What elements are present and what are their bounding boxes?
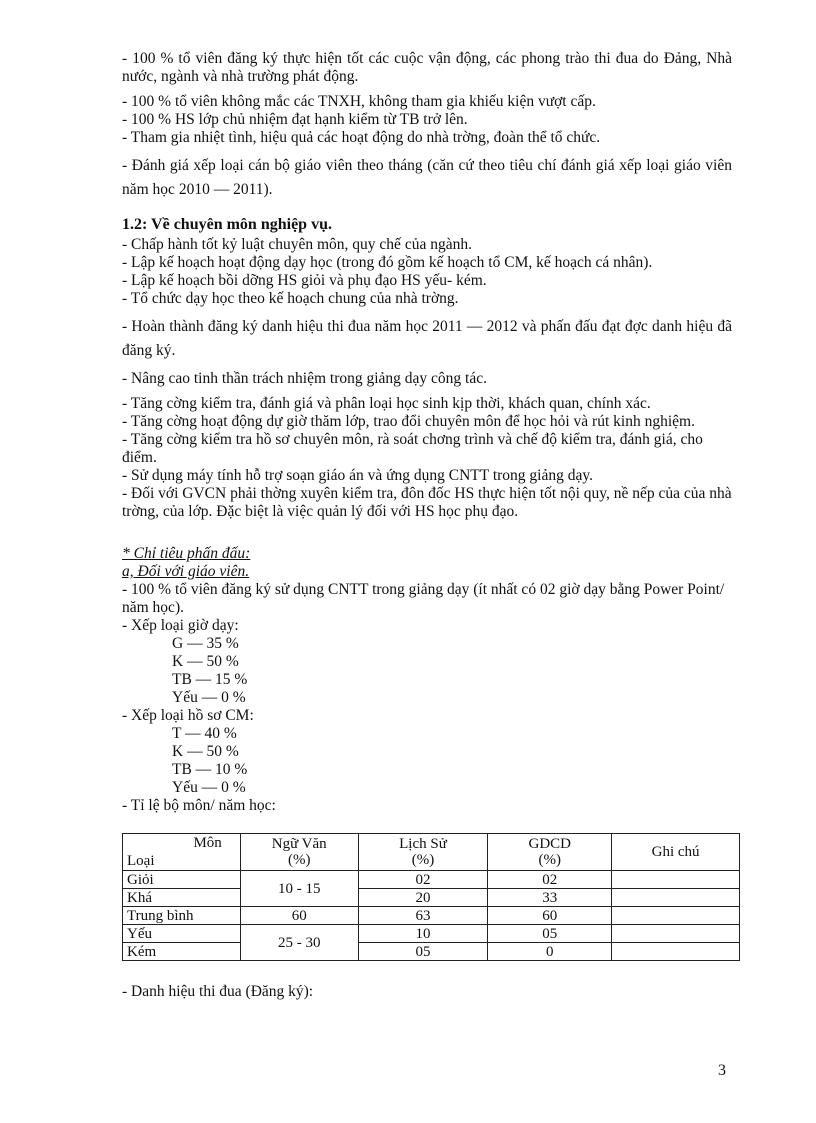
records-rating-item: K — 50 % — [172, 743, 239, 760]
goal-campaigns: - 100 % tổ viên đăng ký thực hiện tốt các cuộc vận động, các phong trào thi đua do Đảng, Nhà nước, ngành và nhà trường phát động. — [122, 50, 732, 85]
header-note: Ghi chú — [612, 834, 740, 871]
pro-line-5: - Hoàn thành đăng ký danh hiệu thi đua năm học 2011 — 2012 và phấn đấu đạt đợc danh hiệu đã đăng ký. — [122, 318, 732, 359]
pro-line-11: - Đối với GVCN phải thờng xuyên kiểm tra, đôn đốc HS thực hiện tốt nội quy, nề nếp của của nhà trờng, của lớp. Đặc biệt là việc quản lý đối với HS học phụ đạo. — [122, 485, 732, 520]
records-rating-item: T — 40 % — [172, 725, 237, 742]
corner-rank-label: Loại — [127, 853, 155, 869]
document-page — [122, 50, 732, 1001]
pro-line-1: - Chấp hành tốt kỷ luật chuyên môn, quy chế của ngành. — [122, 236, 472, 253]
cell-su: 05 — [358, 943, 488, 961]
cell-note — [612, 871, 740, 889]
subject-rate-table — [122, 833, 740, 961]
section-heading-professional: 1.2: Về chuyên môn nghiệp vụ. — [122, 216, 332, 233]
cell-su: 02 — [358, 871, 488, 889]
lesson-rating-item: TB — 15 % — [172, 671, 248, 688]
targets-heading: * Chỉ tiêu phấn đấu: — [122, 545, 251, 562]
pro-line-2: - Lập kế hoạch hoạt động dạy học (trong đó gồm kế hoạch tổ CM, kế hoạch cá nhân). — [122, 254, 653, 271]
emulation-title-line: - Danh hiệu thi đua (Đăng ký): — [122, 983, 314, 1000]
cell-note — [612, 889, 740, 907]
lesson-rating-label: - Xếp loại giờ dạy: — [122, 617, 239, 634]
table-row — [123, 871, 740, 889]
lesson-rating-item: K — 50 % — [172, 653, 239, 670]
header-gdcd: GDCD (%) — [488, 834, 612, 871]
goal-activities: - Tham gia nhiệt tình, hiệu quả các hoạt động do nhà trờng, đoàn thể tổ chức. — [122, 129, 601, 146]
table-corner-cell — [123, 834, 241, 871]
row-label: Yếu — [123, 925, 241, 943]
table-row — [123, 925, 740, 943]
table-row — [123, 889, 740, 907]
cell-su: 10 — [358, 925, 488, 943]
cell-gdcd: 33 — [488, 889, 612, 907]
cntt-target: - 100 % tổ viên đăng ký sử dụng CNTT trong giảng dạy (ít nhất có 02 giờ dạy bằng Power Point/ năm học). — [122, 581, 725, 616]
goal-no-violations: - 100 % tổ viên không mắc các TNXH, không tham gia khiếu kiện vượt cấp. — [122, 93, 596, 110]
cell-note — [612, 907, 740, 925]
lesson-rating-item: G — 35 % — [172, 635, 239, 652]
pro-line-7: - Tăng cờng kiểm tra, đánh giá và phân loại học sinh kịp thời, khách quan, chính xác. — [122, 395, 651, 412]
row-label: Trung bình — [123, 907, 241, 925]
pro-line-3: - Lập kế hoạch bồi dỡng HS giỏi và phụ đạo HS yếu- kém. — [122, 272, 487, 289]
table-row — [123, 943, 740, 961]
cell-gdcd: 0 — [488, 943, 612, 961]
cell-su: 20 — [358, 889, 488, 907]
pro-line-8: - Tăng cờng hoạt động dự giờ thăm lớp, trao đổi chuyên môn để học hỏi và rút kinh nghiệm. — [122, 413, 695, 430]
pro-line-6: - Nâng cao tinh thần trách nhiệm trong giảng dạy công tác. — [122, 370, 487, 387]
cell-van: 60 — [240, 907, 358, 925]
row-label: Giỏi — [123, 871, 241, 889]
row-label: Kém — [123, 943, 241, 961]
pro-line-10: - Sử dụng máy tính hỗ trợ soạn giáo án và ứng dụng CNTT trong giảng dạy. — [122, 467, 593, 484]
page-number: 3 — [718, 1062, 726, 1079]
header-ngu-van: Ngữ Văn (%) — [240, 834, 358, 871]
lesson-rating-item: Yếu — 0 % — [172, 689, 246, 706]
records-rating-item: TB — 10 % — [172, 761, 248, 778]
section-political-goals — [122, 50, 732, 202]
header-lich-su: Lịch Sử (%) — [358, 834, 488, 871]
pro-line-9: - Tăng cờng kiểm tra hồ sơ chuyên môn, rà soát chơng trình và chế độ kiểm tra, đánh giá, cho điểm. — [122, 431, 703, 466]
cell-gdcd: 60 — [488, 907, 612, 925]
records-rating-item: Yếu — 0 % — [172, 779, 246, 796]
section-professional — [122, 236, 732, 521]
records-rating-label: - Xếp loại hồ sơ CM: — [122, 707, 254, 724]
teachers-heading: a, Đối với giáo viên. — [122, 563, 250, 580]
goal-conduct: - 100 % HS lớp chủ nhiệm đạt hạnh kiểm từ TB trở lên. — [122, 111, 468, 128]
cell-note — [612, 925, 740, 943]
row-label: Khá — [123, 889, 241, 907]
cell-van-gioi-kha: 10 - 15 — [240, 871, 358, 907]
corner-subject-label: Môn — [193, 835, 222, 851]
cell-van-yeu-kem: 25 - 30 — [240, 925, 358, 961]
cell-gdcd: 05 — [488, 925, 612, 943]
table-row — [123, 907, 740, 925]
cell-su: 63 — [358, 907, 488, 925]
cell-gdcd: 02 — [488, 871, 612, 889]
goal-monthly-evaluation: - Đánh giá xếp loại cán bộ giáo viên theo tháng (căn cứ theo tiêu chí đánh giá xếp loại giáo viên năm học 2010 — 2011). — [122, 157, 732, 198]
table-header-row — [123, 834, 740, 871]
cell-note — [612, 943, 740, 961]
subject-rate-label: - Tỉ lệ bộ môn/ năm học: — [122, 797, 276, 814]
section-targets — [122, 545, 732, 815]
pro-line-4: - Tổ chức dạy học theo kế hoạch chung của nhà trờng. — [122, 290, 459, 307]
